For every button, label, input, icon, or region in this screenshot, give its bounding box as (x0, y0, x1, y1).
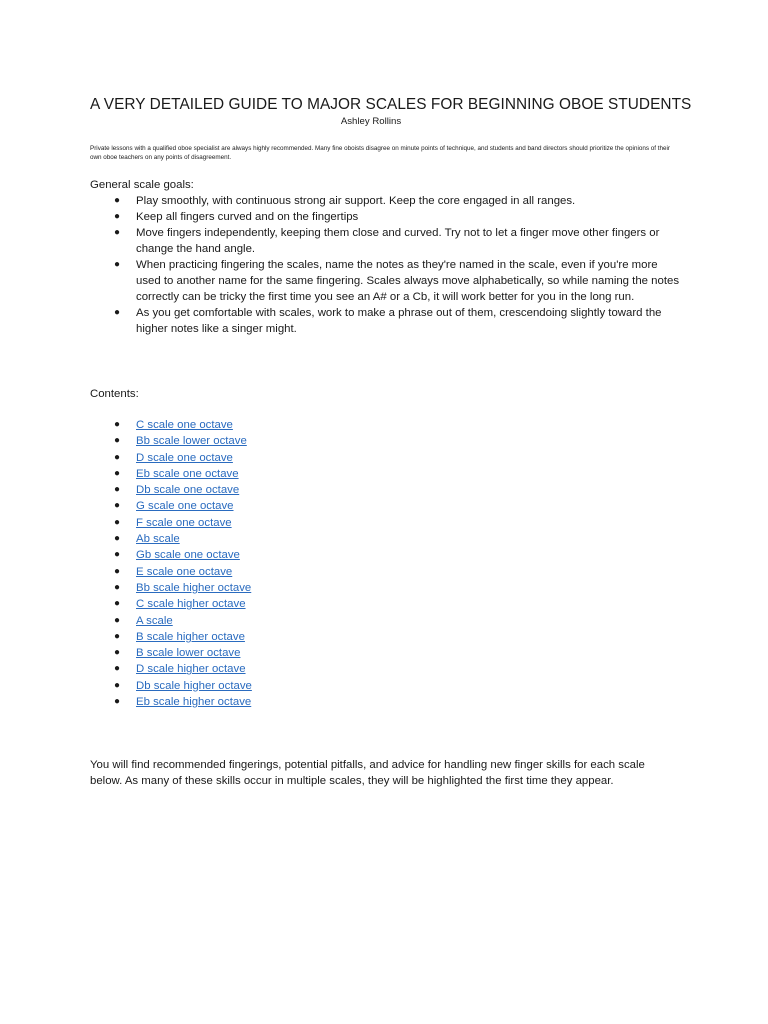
goal-text: Move fingers independently, keeping them close and curved. Try not to let a finger move other fingers or change the hand angle. (136, 227, 660, 255)
contents-item (90, 531, 690, 547)
goal-item (90, 305, 684, 337)
contents-link[interactable]: D scale one octave (136, 451, 233, 464)
goal-item (90, 193, 684, 209)
bullet-icon: ● (114, 533, 121, 545)
contents-link[interactable]: Gb scale one octave (136, 549, 240, 562)
goals-list (90, 193, 690, 337)
contents-link[interactable]: E scale one octave (136, 565, 233, 578)
bullet-icon: ● (114, 435, 121, 447)
bullet-icon: ● (114, 614, 121, 626)
contents-item (90, 515, 690, 531)
bullet-icon: ● (114, 516, 121, 528)
bullet-icon: ● (114, 211, 121, 222)
contents-link[interactable]: D scale higher octave (136, 663, 246, 676)
goal-item (90, 225, 684, 257)
goal-item (90, 257, 684, 305)
bullet-icon: ● (114, 630, 121, 642)
bullet-icon: ● (114, 484, 121, 496)
bullet-icon: ● (114, 679, 121, 691)
contents-item (90, 613, 690, 629)
contents-link[interactable]: C scale one octave (136, 419, 233, 431)
bullet-icon: ● (114, 647, 121, 659)
contents-item (90, 466, 690, 482)
document-page (90, 96, 690, 789)
contents-item (90, 450, 690, 466)
closing-paragraph: You will find recommended fingerings, potential pitfalls, and advice for handling new finger skills for each scale below. As many of these skills occur in multiple scales, they will be highlighted the first time they appear. (90, 759, 645, 788)
contents-link[interactable]: B scale lower octave (136, 647, 241, 660)
contents-item (90, 678, 690, 694)
goal-text: Play smoothly, with continuous strong air support. Keep the core engaged in all ranges. (136, 195, 576, 207)
contents-link[interactable]: Ab scale (136, 533, 180, 546)
bullet-icon: ● (114, 467, 121, 479)
bullet-icon: ● (114, 195, 121, 206)
bullet-icon: ● (114, 581, 121, 593)
contents-link[interactable]: A scale (136, 614, 173, 627)
contents-item (90, 580, 690, 596)
contents-link[interactable]: Bb scale lower octave (136, 435, 247, 448)
bullet-icon: ● (114, 500, 121, 512)
document-author: Ashley Rollins (340, 116, 402, 127)
contents-item (90, 498, 690, 514)
bullet-icon: ● (114, 598, 121, 610)
bullet-icon: ● (114, 565, 121, 577)
contents-heading: Contents: (90, 388, 139, 400)
bullet-icon: ● (114, 259, 121, 270)
contents-link[interactable]: Bb scale higher octave (136, 581, 252, 594)
bullet-icon: ● (114, 663, 121, 675)
goals-heading: General scale goals: (90, 179, 194, 191)
contents-item (90, 645, 690, 661)
goal-text: When practicing fingering the scales, name the notes as they're named in the scale, even if you're more used to another name for the same fingering. Scales always move alphabetically, so while naming the notes correctly can be tricky the first time you see an A# or a Cb, it will work better for you in the long run. (136, 259, 680, 303)
contents-link[interactable]: C scale higher octave (136, 598, 246, 611)
contents-link[interactable]: Eb scale one octave (136, 467, 239, 480)
contents-link[interactable]: Eb scale higher octave (136, 696, 252, 709)
bullet-icon: ● (114, 696, 121, 708)
contents-item (90, 694, 690, 710)
contents-list (90, 417, 690, 710)
contents-link[interactable]: Db scale one octave (136, 484, 240, 497)
bullet-icon: ● (114, 549, 121, 561)
contents-item (90, 596, 690, 612)
goal-item (90, 209, 684, 225)
contents-link[interactable]: Db scale higher octave (136, 679, 252, 692)
bullet-icon: ● (114, 451, 121, 463)
contents-item (90, 661, 690, 677)
contents-item (90, 433, 690, 449)
document-title: A VERY DETAILED GUIDE TO MAJOR SCALES FOR BEGINNING OBOE STUDENTS (90, 96, 692, 113)
bullet-icon: ● (114, 227, 121, 238)
contents-link[interactable]: F scale one octave (136, 516, 232, 529)
contents-item (90, 482, 690, 498)
disclaimer-paragraph: Private lessons with a qualified oboe specialist are always highly recommended. Many fine oboists disagree on minute points of technique, and students and band directors should prioritize the opinions of their own oboe teachers on any points of disagreement. (90, 145, 670, 161)
goal-text: As you get comfortable with scales, work to make a phrase out of them, crescendoing slightly toward the higher notes like a singer might. (136, 307, 662, 335)
contents-link[interactable]: B scale higher octave (136, 630, 245, 643)
contents-item (90, 629, 690, 645)
bullet-icon: ● (114, 307, 121, 318)
contents-item (90, 564, 690, 580)
bullet-icon: ● (114, 419, 121, 430)
contents-link[interactable]: G scale one octave (136, 500, 234, 513)
contents-item (90, 417, 690, 433)
contents-item (90, 547, 690, 563)
goal-text: Keep all fingers curved and on the fingertips (136, 211, 359, 223)
